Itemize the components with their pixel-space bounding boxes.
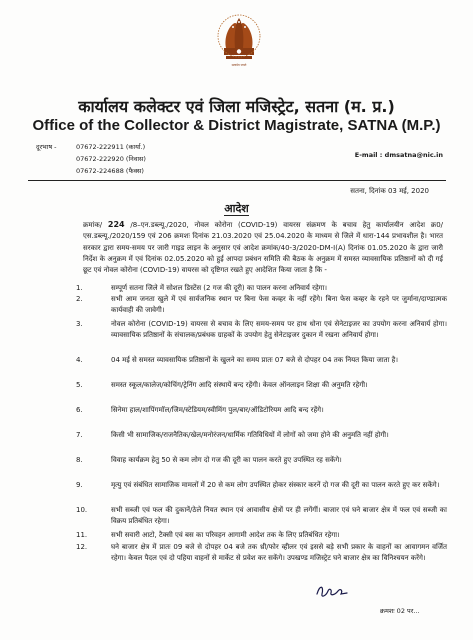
continued-note: क्रमशः 02 पर... [380,607,420,615]
item-text: सम्पूर्ण सतना जिले में सोशल डिस्टेंस (2 गज की दूरी) का पालन करना अनिवार्य रहेगा। [111,284,328,292]
office-title-english: Office of the Collector & District Magistrate, SATNA (M.P.) [32,117,441,134]
phone-residence: 07672-222920 (निवास) [76,155,146,163]
item-text: 04 मई से समस्त व्यावसायिक प्रतिष्ठानों के खुलने का समय प्रातः 07 बजे से दोपहर 04 तक नियत किया जाता है। [111,356,399,364]
order-intro-text: /8–एन.डब्ल्यू./2020, नोवल कोरोना (COVID-19) वायरस संक्रमण के बचाव हेतु कार्यालयीन आदेश क्र0/एस.डब्ल्यू./2020/159 एवं 206 क्रमशः दिनांक 21.03.2020 एवं 25.04.2020 के माध्यम से जिले में धारा-144 प्रभावशील है। भारत सरकार द्वारा समय-समय पर जारी गाइड लाइन के अनुसार एवं आदेश क्रमांक/40-3/2020-DM-I(A) दिनांक 01.05.2020 के द्वारा जारी निर्देश के अनुक्रम में एवं दिनांक 02.05.2020 को हुई आपदा प्रबंधन समिति की बैठक के अनुक्रम में समस्त व्यावसायिक प्रतिष्ठानों को दी गई छूट एवं नोवल कोरोना (COVID-19) वायरस को दृष्टिगत रखते हुए आदेशित किया जाता है कि - [83,221,444,275]
item-text: सभी सब्जी एवं फल की दुकानें/ठेले नियत स्थान एवं आवासीय क्षेत्रों पर ही लगेंगीं। बाजार एवं घने बाजार क्षेत्र में फल एवं सब्जी का विक्रय प्रतिबंधित रहेगा। [111,506,447,525]
phone-label: दूरभाष - [36,143,57,151]
order-date: सतना, दिनांक 03 मई, 2020 [350,187,429,195]
phone-office: 07672-222911 (कार्या.) [76,143,146,151]
item-number: 12. [76,543,88,551]
item-text: सभी सवारी आटो, टैक्सी एवं बस का परिवहन आगामी आदेश तक के लिए प्रतिबंधित रहेगा। [111,531,340,539]
item-text: समस्त स्कूल/कालेज/कोचिंग/ट्रेनिंग आदि संस्थायें बन्द रहेंगी। केवल ऑनलाइन शिक्षा की अनुमति रहेगी। [111,381,368,389]
email-address: E-mail : dmsatna@nic.in [354,151,443,159]
order-heading-text: आदेश [224,202,249,215]
item-text: सभी आम जनता खुले में एवं सार्वजनिक स्थान पर बिना फेस कव्हर के नहीं रहेंगे। बिना फेस कव्हर के रहने पर जुर्माना/दाण्डात्मक कार्यवाही की जावेगी। [111,295,447,314]
item-number: 3. [76,320,83,328]
item-number: 9. [76,481,83,489]
item-number: 8. [76,456,83,464]
phone-fax: 07672-224688 (फैक्स) [76,167,144,175]
item-text: किसी भी सामाजिक/राजनैतिक/खेल/मनोरंजन/धार्मिक गतिविधियों में लोगों को जमा होने की अनुमति नहीं होगी। [111,431,389,439]
order-no-prefix: क्रमांक/ [83,221,103,229]
header-divider [28,180,446,181]
emblem-motto: सत्यमेव जयते [231,63,247,67]
item-text: नोवल कोरोना (COVID-19) वायरस से बचाव के लिए समय-समय पर हाथ धोना एवं सेनेटाइजर का उपयोग करना अनिवार्य होगा। व्यावसायिक प्रतिष्ठानों के संचालक/प्रबंधक ग्राहकों के उपयोग हेतु सेनेटाइजर दुकान में रखना अनिवार्य होगा। [111,320,447,339]
item-text: विवाह कार्यक्रम हेतु 50 से कम लोग दो गज की दूरी का पालन करते हुए उपस्थित रह सकेंगे। [111,456,342,464]
item-number: 5. [76,381,83,389]
item-number: 6. [76,406,83,414]
item-text: सिनेमा हाल/शापिंगमॉल/जिम/स्टेडियम/स्वीमिंग पुल/बार/ऑडिटोरियम आदि बन्द रहेंगे। [111,406,324,414]
ashoka-emblem-icon [216,12,262,74]
item-number: 4. [76,356,83,364]
item-number: 10. [76,506,88,514]
item-number: 11. [76,531,88,539]
item-text: मृत्यु एवं संबंधित सामाजिक मामलों में 20 से कम लोग उपस्थित होकर संस्कार करनें दो गज की दूरी का पालन करते हुए कर सकेंगे। [111,481,440,489]
phone-list [36,141,146,177]
item-number: 1. [76,284,83,292]
item-number: 2. [76,295,83,303]
order-intro [83,219,443,276]
order-heading [0,201,473,216]
item-number: 7. [76,431,83,439]
office-title-hindi: कार्यालय कलेक्टर एवं जिला मजिस्ट्रेट, सतना (म. प्र.) [78,97,395,116]
signature-mark [314,582,350,600]
order-number: 224 [107,220,125,229]
item-text: घने बाजार क्षेत्र में प्रातः 09 बजे से दोपहर 04 बजे तक थ्री/फोर व्हीलर एवं इससे बड़े सभी प्रकार के वाहनों का आवागमन वर्जित रहेगा। केवल पैदल एवं दो पहिया वाहनों से मार्केट से प्रवेश कर सकेंगे। उपखण्ड मजिस्ट्रेट घने बाजार क्षेत्र का विनिश्चयन करेंगे। [111,543,447,562]
